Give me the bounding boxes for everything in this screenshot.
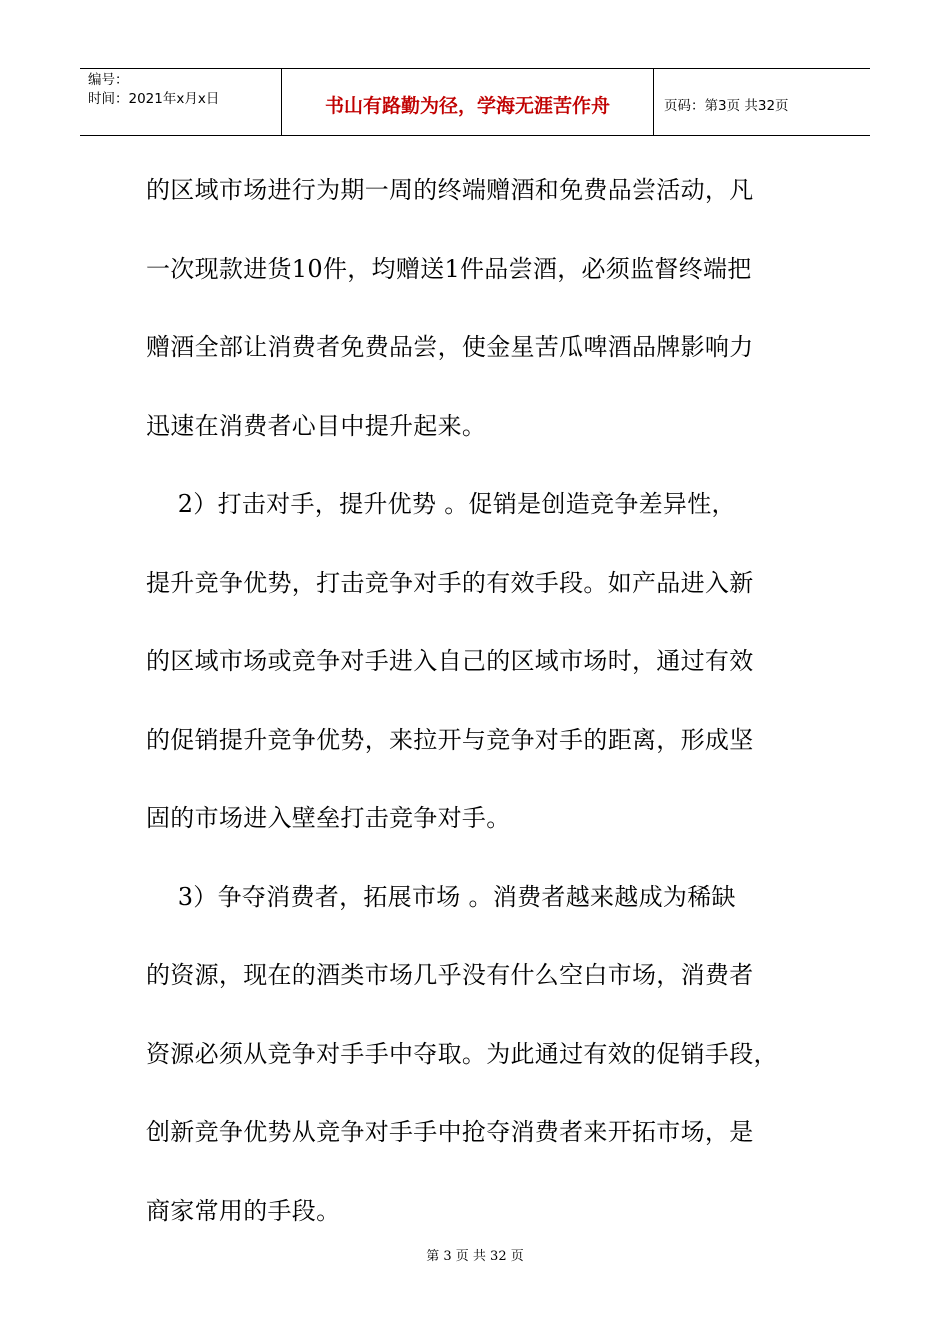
text-line: 一次现款进货10件，均赠送1件品尝酒，必须监督终端把 [146,254,752,283]
text-line: 资源必须从竞争对手手中夺取。为此通过有效的促销手段， [146,1039,778,1068]
text-line: 的区域市场进行为期一周的终端赠酒和免费品尝活动，凡 [146,176,754,204]
document-time-label: 时间：2021年x月x日 [88,91,220,107]
header-meta [80,69,282,135]
document-body [146,151,806,1250]
text-line: 创新竞争优势从竞争对手手中抢夺消费者来开拓市场，是 [146,1118,754,1146]
header-page-info: 页码：第3页 共32页 [664,98,789,114]
text-line: 商家常用的手段。 [146,1196,341,1225]
text-line: 的区域市场或竞争对手进入自己的区域市场时，通过有效 [146,647,754,675]
text-line: 3）争夺消费者，拓展市场 。消费者越来越成为稀缺 [146,882,736,911]
text-line: 赠酒全部让消费者免费品尝，使金星苦瓜啤酒品牌影响力 [146,333,754,361]
text-line: 迅速在消费者心目中提升起来。 [146,411,487,440]
page-footer: 第 3 页 共 32 页 [426,1249,524,1264]
page-header [80,68,870,136]
text-line: 的资源，现在的酒类市场几乎没有什么空白市场，消费者 [146,961,754,989]
text-line: 2）打击对手，提升优势 。促销是创造竞争差异性， [146,490,736,518]
text-line: 固的市场进入壁垒打击竞争对手。 [146,804,511,832]
text-line: 提升竞争优势，打击竞争对手的有效手段。如产品进入新 [146,568,754,597]
header-motto: 书山有路勤为径，学海无涯苦作舟 [282,69,654,135]
text-line: 的促销提升竞争优势，来拉开与竞争对手的距离，形成坚 [146,725,754,754]
document-number-label: 编号： [88,72,129,88]
